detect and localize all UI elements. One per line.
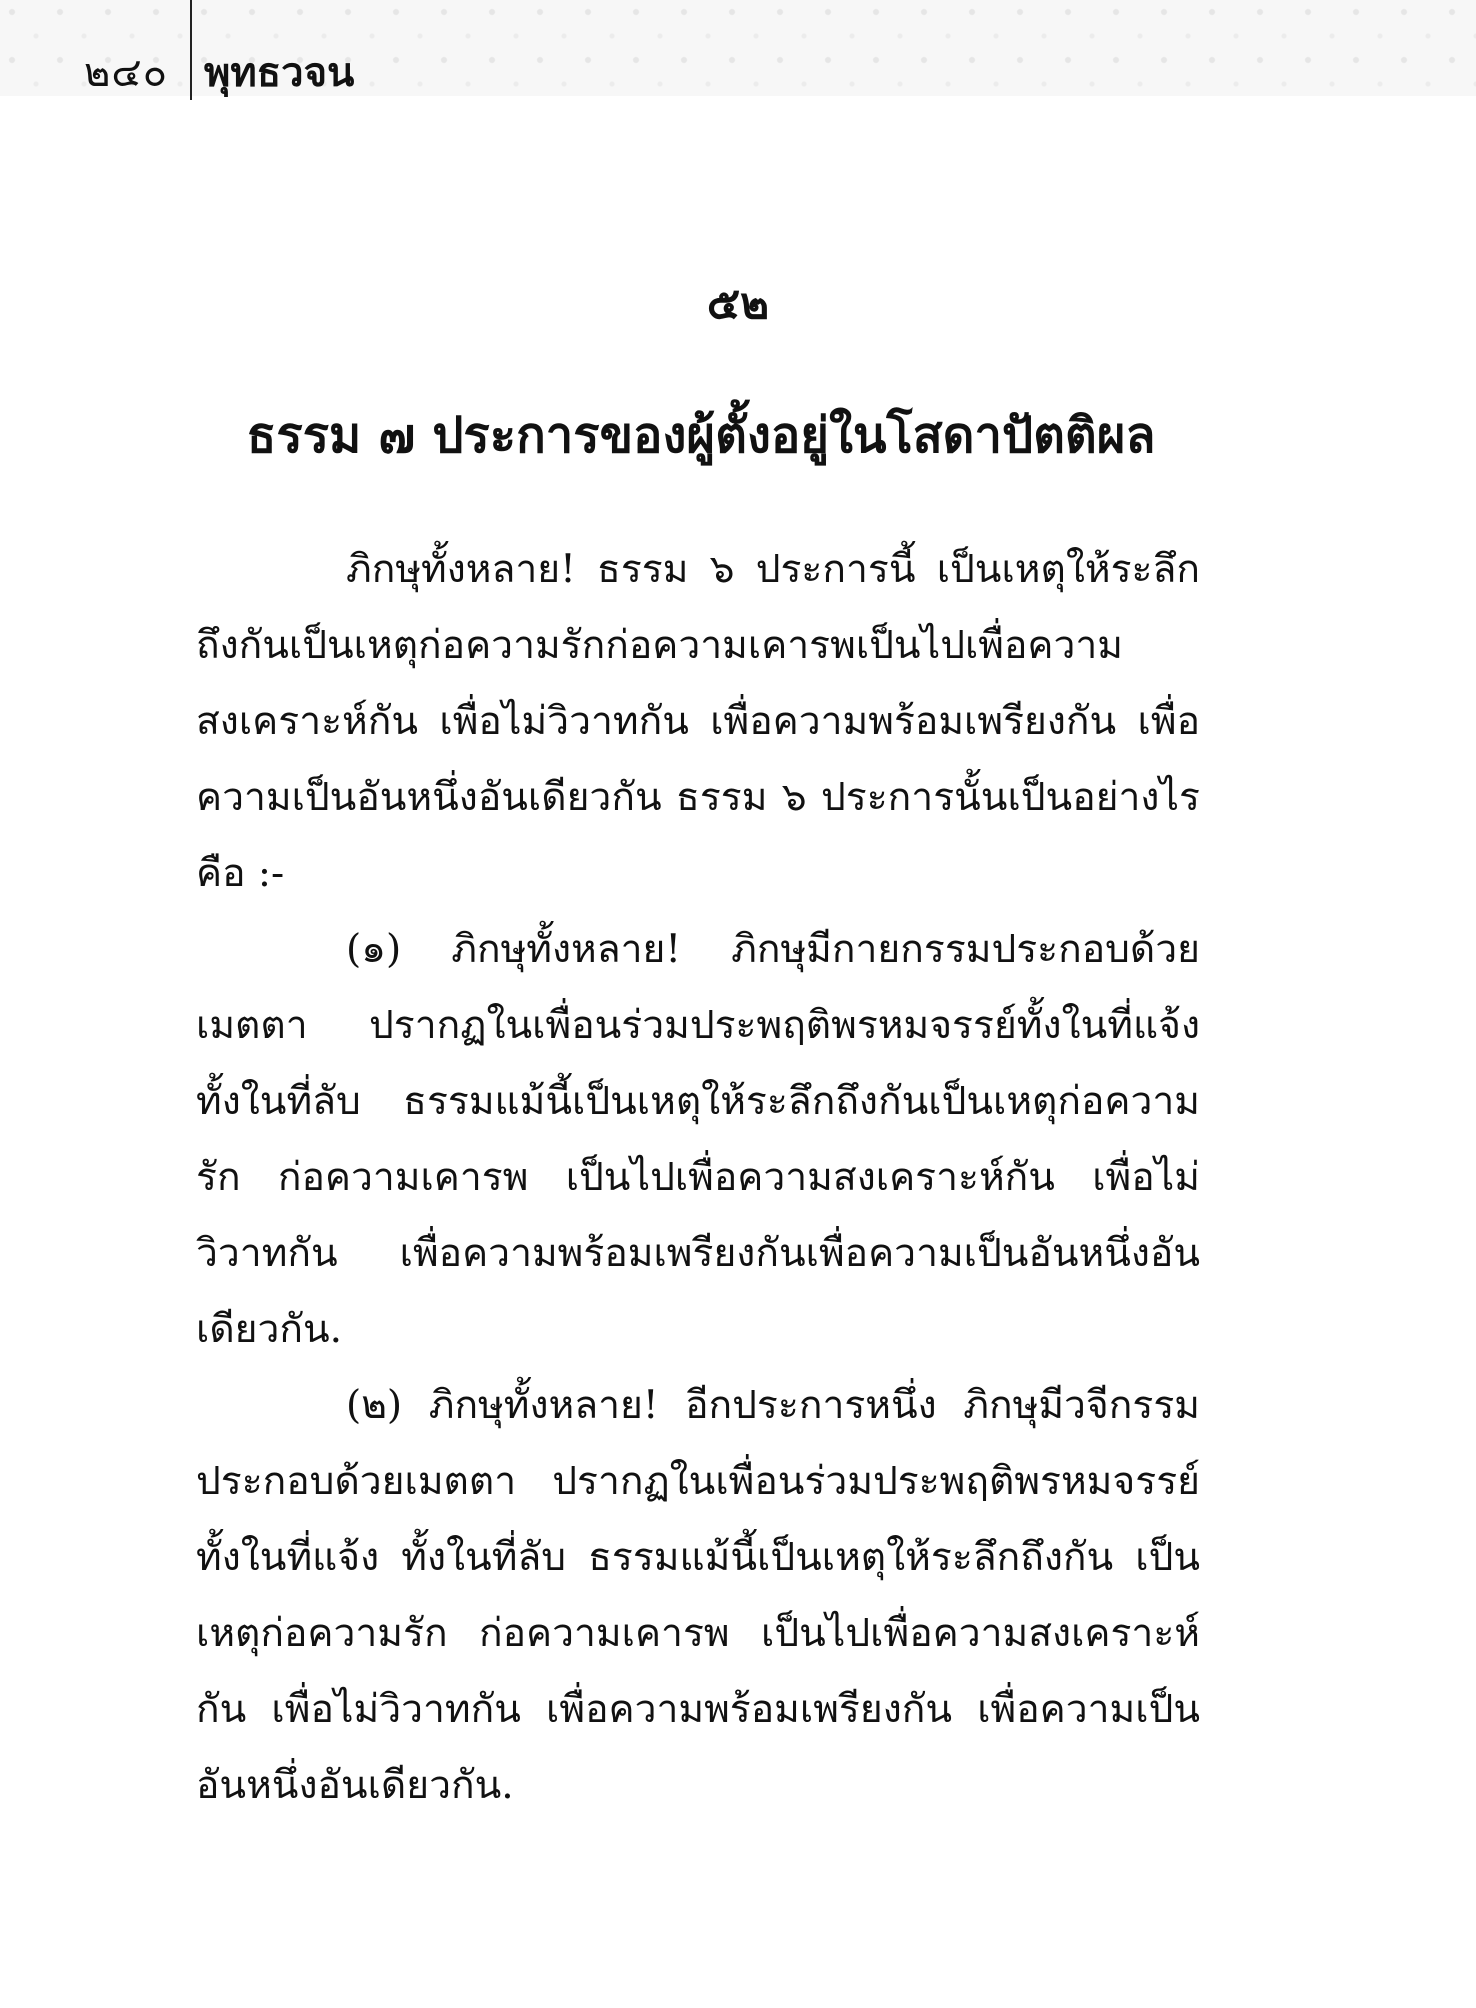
paragraph-item-2: (๒) ภิกษุทั้งหลาย! อีกประการหนึ่ง ภิกษุมีวจีกรรมประกอบด้วยเมตตา ปรากฏในเพื่อนร่วมประพฤติพรหมจรรย์ ทั้งในที่แจ้ง ทั้งในที่ลับ ธรรมแม้นี้เป็นเหตุให้ระลึกถึงกัน เป็นเหตุก่อความรัก ก่อความเคารพ เป็นไปเพื่อความสงเคราะห์กัน เพื่อไม่วิวาทกัน เพื่อความพร้อมเพรียงกัน เพื่อความเป็นอันหนึ่งอันเดียวกัน. <box>196 1383 1200 1808</box>
header-divider <box>190 0 192 100</box>
book-title: พุทธวจน <box>204 49 355 96</box>
section-number: ๕๒ <box>706 278 770 329</box>
paragraph-intro: ภิกษุทั้งหลาย! ธรรม ๖ ประการนี้ เป็นเหตุให้ระลึกถึงกันเป็นเหตุก่อความรักก่อความเคารพเป็นไปเพื่อความสงเคราะห์กัน เพื่อไม่วิวาทกัน เพื่อความพร้อมเพรียงกัน เพื่อความเป็นอันหนึ่งอันเดียวกัน ธรรม ๖ ประการนั้นเป็นอย่างไร คือ :- <box>196 547 1200 896</box>
page-number: ๒๔๐ <box>84 50 169 96</box>
body-text <box>196 532 1200 1824</box>
section-title: ธรรม ๗ ประการของผู้ตั้งอยู่ในโสดาปัตติผล <box>246 406 1156 464</box>
paragraph-item-1: (๑) ภิกษุทั้งหลาย! ภิกษุมีกายกรรมประกอบด้วยเมตตา ปรากฏในเพื่อนร่วมประพฤติพรหมจรรย์ทั้งในที่แจ้ง ทั้งในที่ลับ ธรรมแม้นี้เป็นเหตุให้ระลึกถึงกันเป็นเหตุก่อความรัก ก่อความเคารพ เป็นไปเพื่อความสงเคราะห์กัน เพื่อไม่วิวาทกัน เพื่อความพร้อมเพรียงกันเพื่อความเป็นอันหนึ่งอันเดียวกัน. <box>196 927 1200 1352</box>
